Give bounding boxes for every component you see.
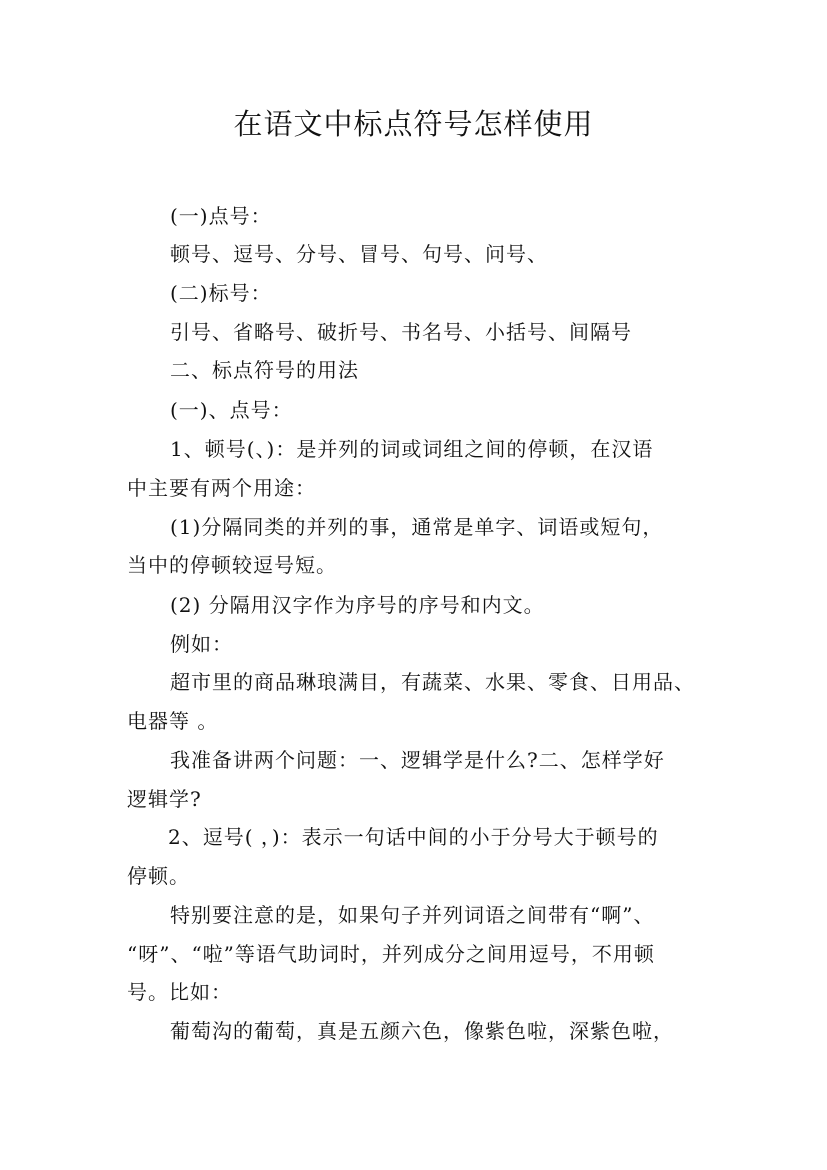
text-line: 二、标点符号的用法 xyxy=(170,358,359,382)
text-line: 中主要有两个用途： xyxy=(127,476,316,500)
text-line: 例如： xyxy=(170,632,233,656)
text-line: 2、逗号( ，)：表示一句话中间的小于分号大于顿号的 xyxy=(168,825,659,849)
document-title: 在语文中标点符号怎样使用 xyxy=(233,107,594,141)
text-line: 逻辑学? xyxy=(127,787,202,811)
text-line: 我准备讲两个问题：一、逻辑学是什么?二、怎样学好 xyxy=(170,748,665,772)
text-line: 电器等 。 xyxy=(127,709,219,733)
text-line: 引号、省略号、破折号、书名号、小括号、间隔号 xyxy=(170,320,632,344)
text-line: 顿号、逗号、分号、冒号、句号、问号、 xyxy=(170,242,548,266)
text-line: 停顿。 xyxy=(127,864,190,888)
text-line: 当中的停顿较逗号短。 xyxy=(127,553,337,577)
text-line: 特别要注意的是，如果句子并列词语之间带有“啊”、 xyxy=(170,903,655,927)
text-line: 葡萄沟的葡萄，真是五颜六色，像紫色啦，深紫色啦， xyxy=(170,1019,674,1043)
text-line: (2) 分隔用汉字作为序号的序号和内文。 xyxy=(170,593,545,617)
text-line: “呀”、“啦”等语气助词时，并列成分之间用逗号，不用顿 xyxy=(127,942,655,966)
text-line: 1、顿号(、)：是并列的词或词组之间的停顿，在汉语 xyxy=(170,437,654,461)
text-line: 号。比如： xyxy=(127,980,232,1004)
text-line: (二)标号： xyxy=(170,281,272,305)
text-line: (1)分隔同类的并列的事，通常是单字、词语或短句， xyxy=(170,515,664,539)
text-line: 超市里的商品琳琅满目，有蔬菜、水果、零食、日用品、 xyxy=(170,670,695,694)
text-line: (一)、点号： xyxy=(170,398,293,422)
text-line: (一)点号： xyxy=(170,204,272,228)
